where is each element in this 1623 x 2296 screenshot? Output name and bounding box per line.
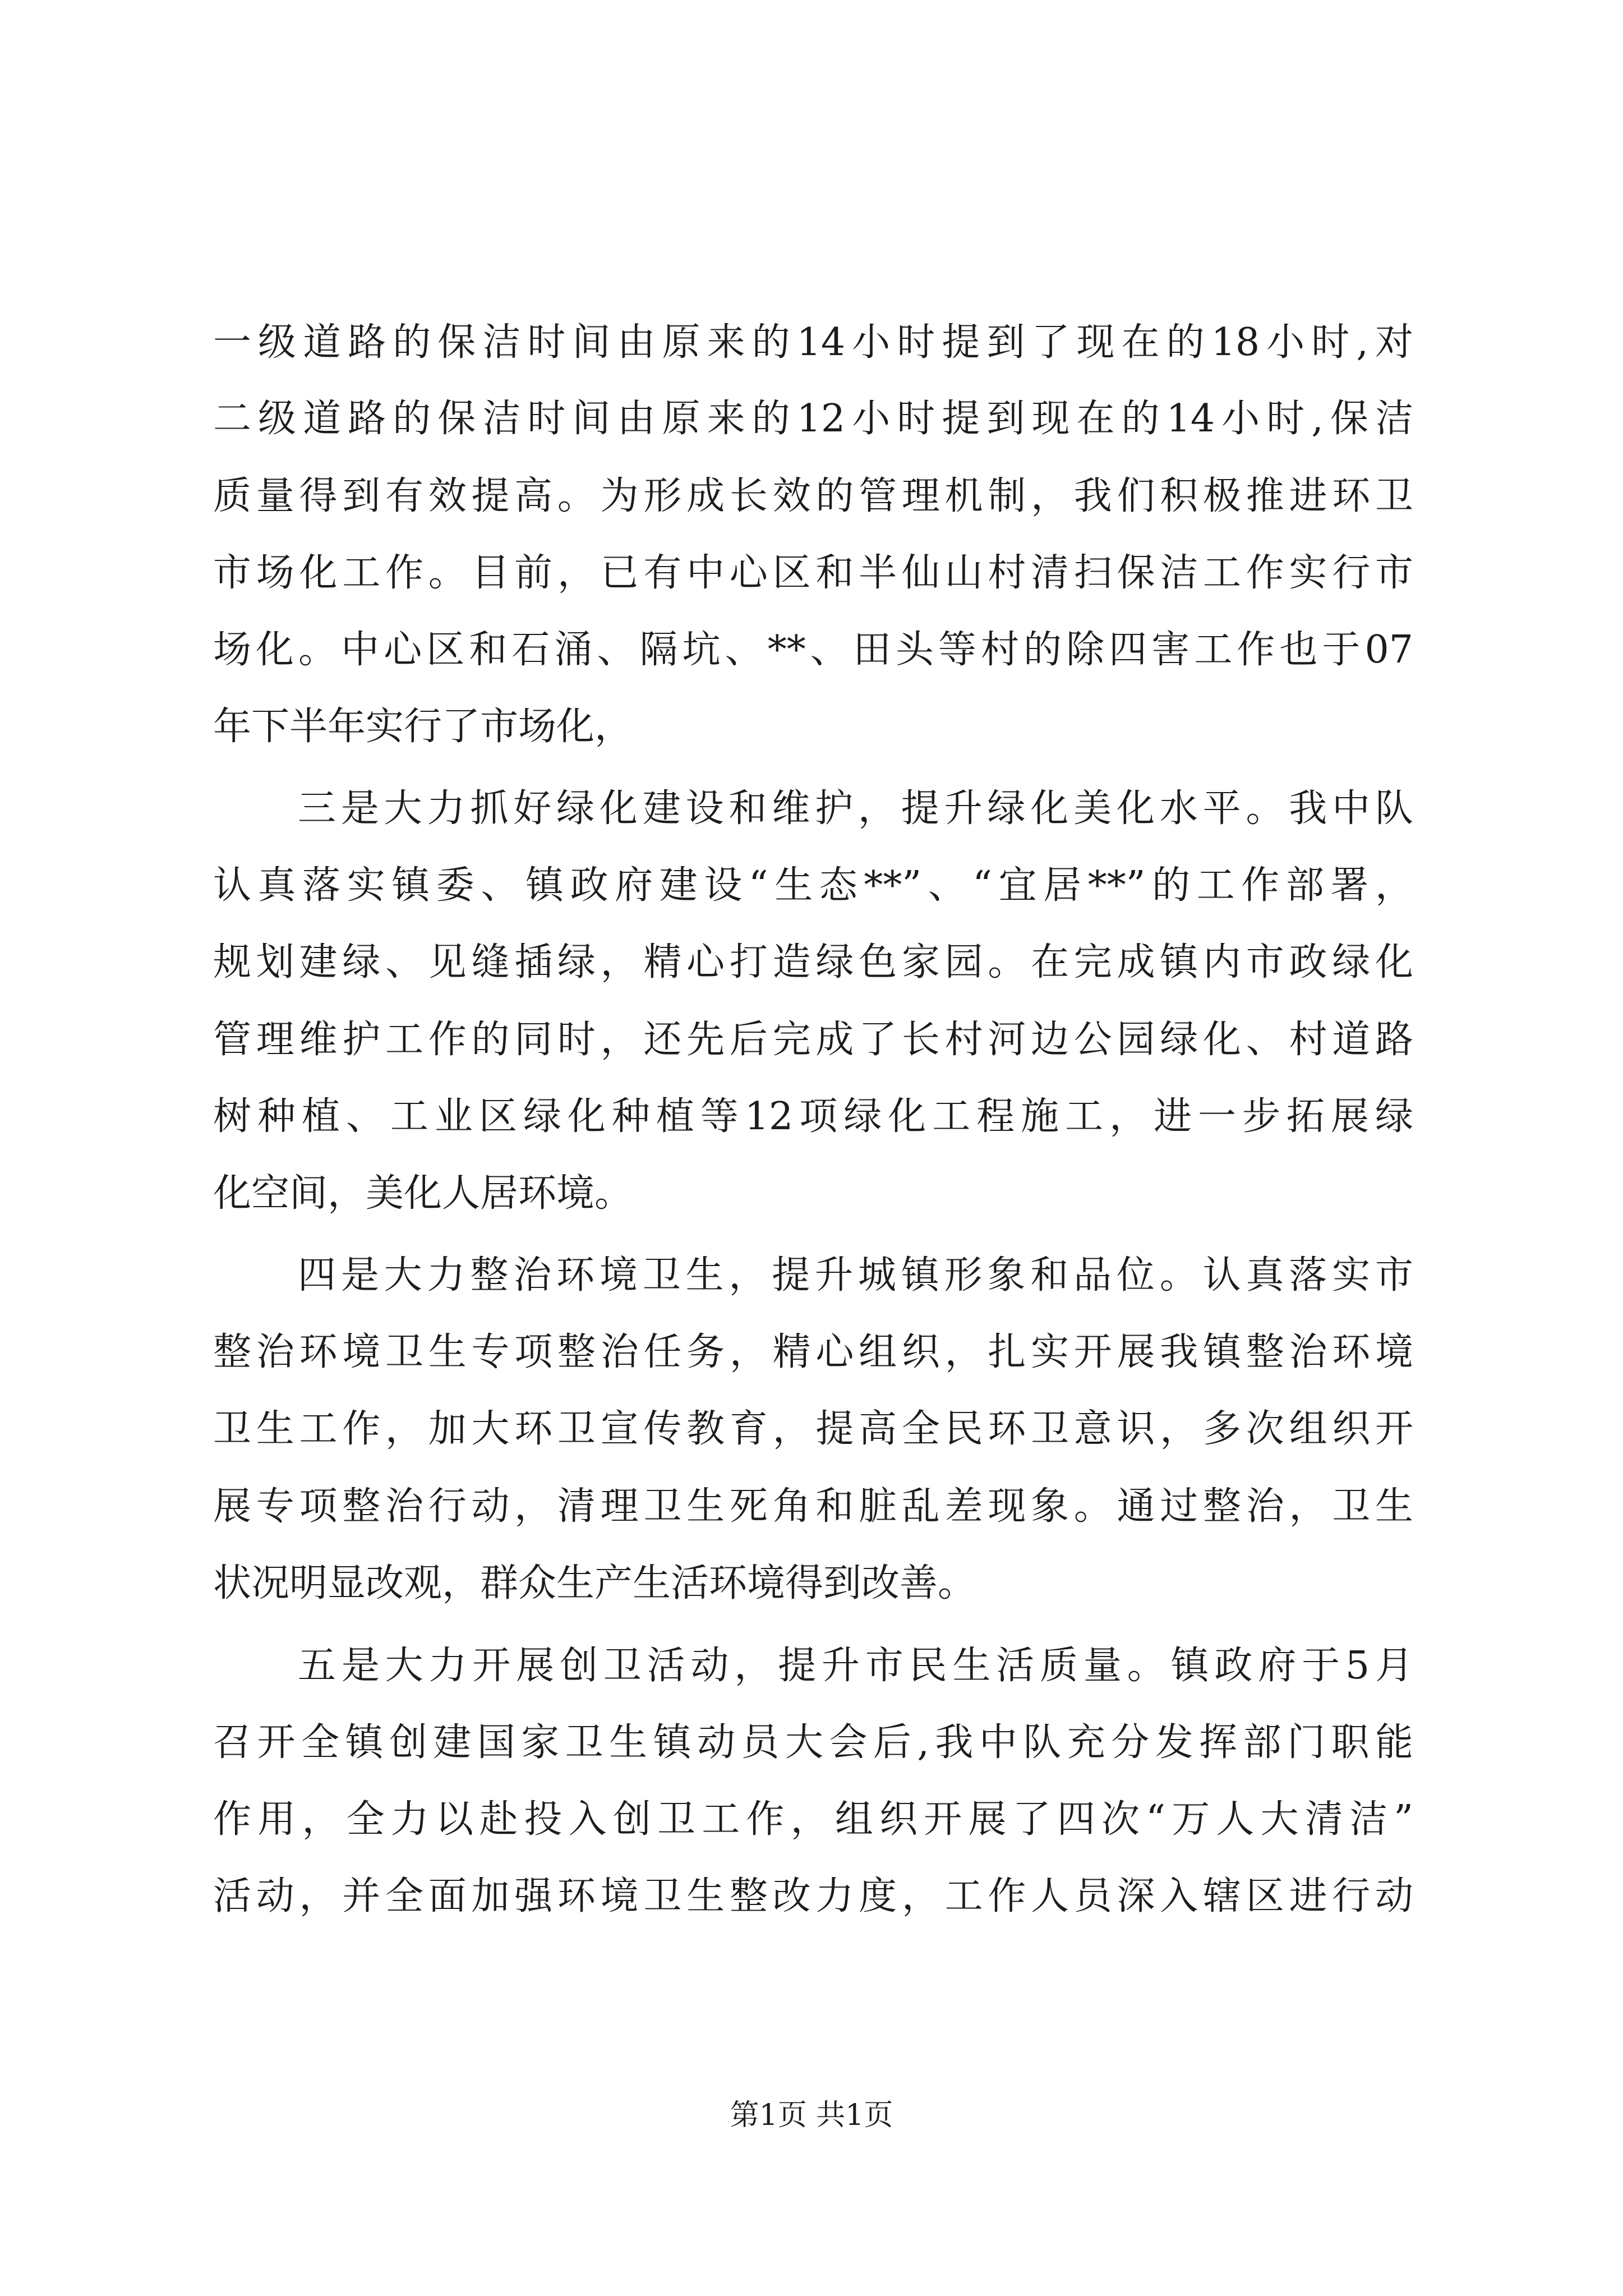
page-number-footer: 第1页 共1页 [730, 2099, 893, 2132]
body-text-line: 展专项整治行动，清理卫生死角和脏乱差现象。通过整治，卫生 [213, 1484, 1413, 1529]
body-text-line: 卫生工作，加大环卫宣传教育，提高全民环卫意识，多次组织开 [213, 1407, 1413, 1451]
body-text-line: 管理维护工作的同时，还先后完成了长村河边公园绿化、村道路 [213, 1018, 1413, 1062]
body-text-line: 树种植、工业区绿化种植等12项绿化工程施工，进一步拓展绿 [213, 1094, 1413, 1139]
body-text-line: 年下半年实行了市场化， [213, 705, 633, 749]
body-text-line: 场化。中心区和石涌、隔坑、**、田头等村的除四害工作也于07 [213, 628, 1413, 672]
body-text-line: 二级道路的保洁时间由原来的12小时提到现在的14小时,保洁 [213, 397, 1413, 441]
body-text-line: 规划建绿、见缝插绿，精心打造绿色家园。在完成镇内市政绿化 [213, 940, 1413, 984]
body-text-line: 作用，全力以赴投入创卫工作，组织开展了四次“万人大清洁” [213, 1797, 1413, 1842]
paragraph-start-line: 四是大力整治环境卫生，提升城镇形象和品位。认真落实市 [298, 1253, 1413, 1297]
body-text-line: 一级道路的保洁时间由原来的14小时提到了现在的18小时,对 [213, 320, 1413, 365]
body-text-line: 认真落实镇委、镇政府建设“生态**”、“宜居**”的工作部署， [213, 863, 1413, 908]
body-text-line: 活动，并全面加强环境卫生整改力度，工作人员深入辖区进行动 [213, 1874, 1413, 1918]
body-text-line: 召开全镇创建国家卫生镇动员大会后,我中队充分发挥部门职能 [213, 1720, 1413, 1765]
body-text-line: 整治环境卫生专项整治任务，精心组织，扎实开展我镇整治环境 [213, 1330, 1413, 1374]
body-text-line: 市场化工作。目前，已有中心区和半仙山村清扫保洁工作实行市 [213, 551, 1413, 595]
body-text-line: 状况明显改观，群众生产生活环境得到改善。 [213, 1561, 976, 1605]
body-text-line: 质量得到有效提高。为形成长效的管理机制，我们积极推进环卫 [213, 474, 1413, 518]
paragraph-start-line: 五是大力开展创卫活动，提升市民生活质量。镇政府于5月 [298, 1644, 1413, 1688]
body-text-line: 化空间，美化人居环境。 [213, 1171, 633, 1216]
paragraph-start-line: 三是大力抓好绿化建设和维护，提升绿化美化水平。我中队 [298, 786, 1413, 831]
